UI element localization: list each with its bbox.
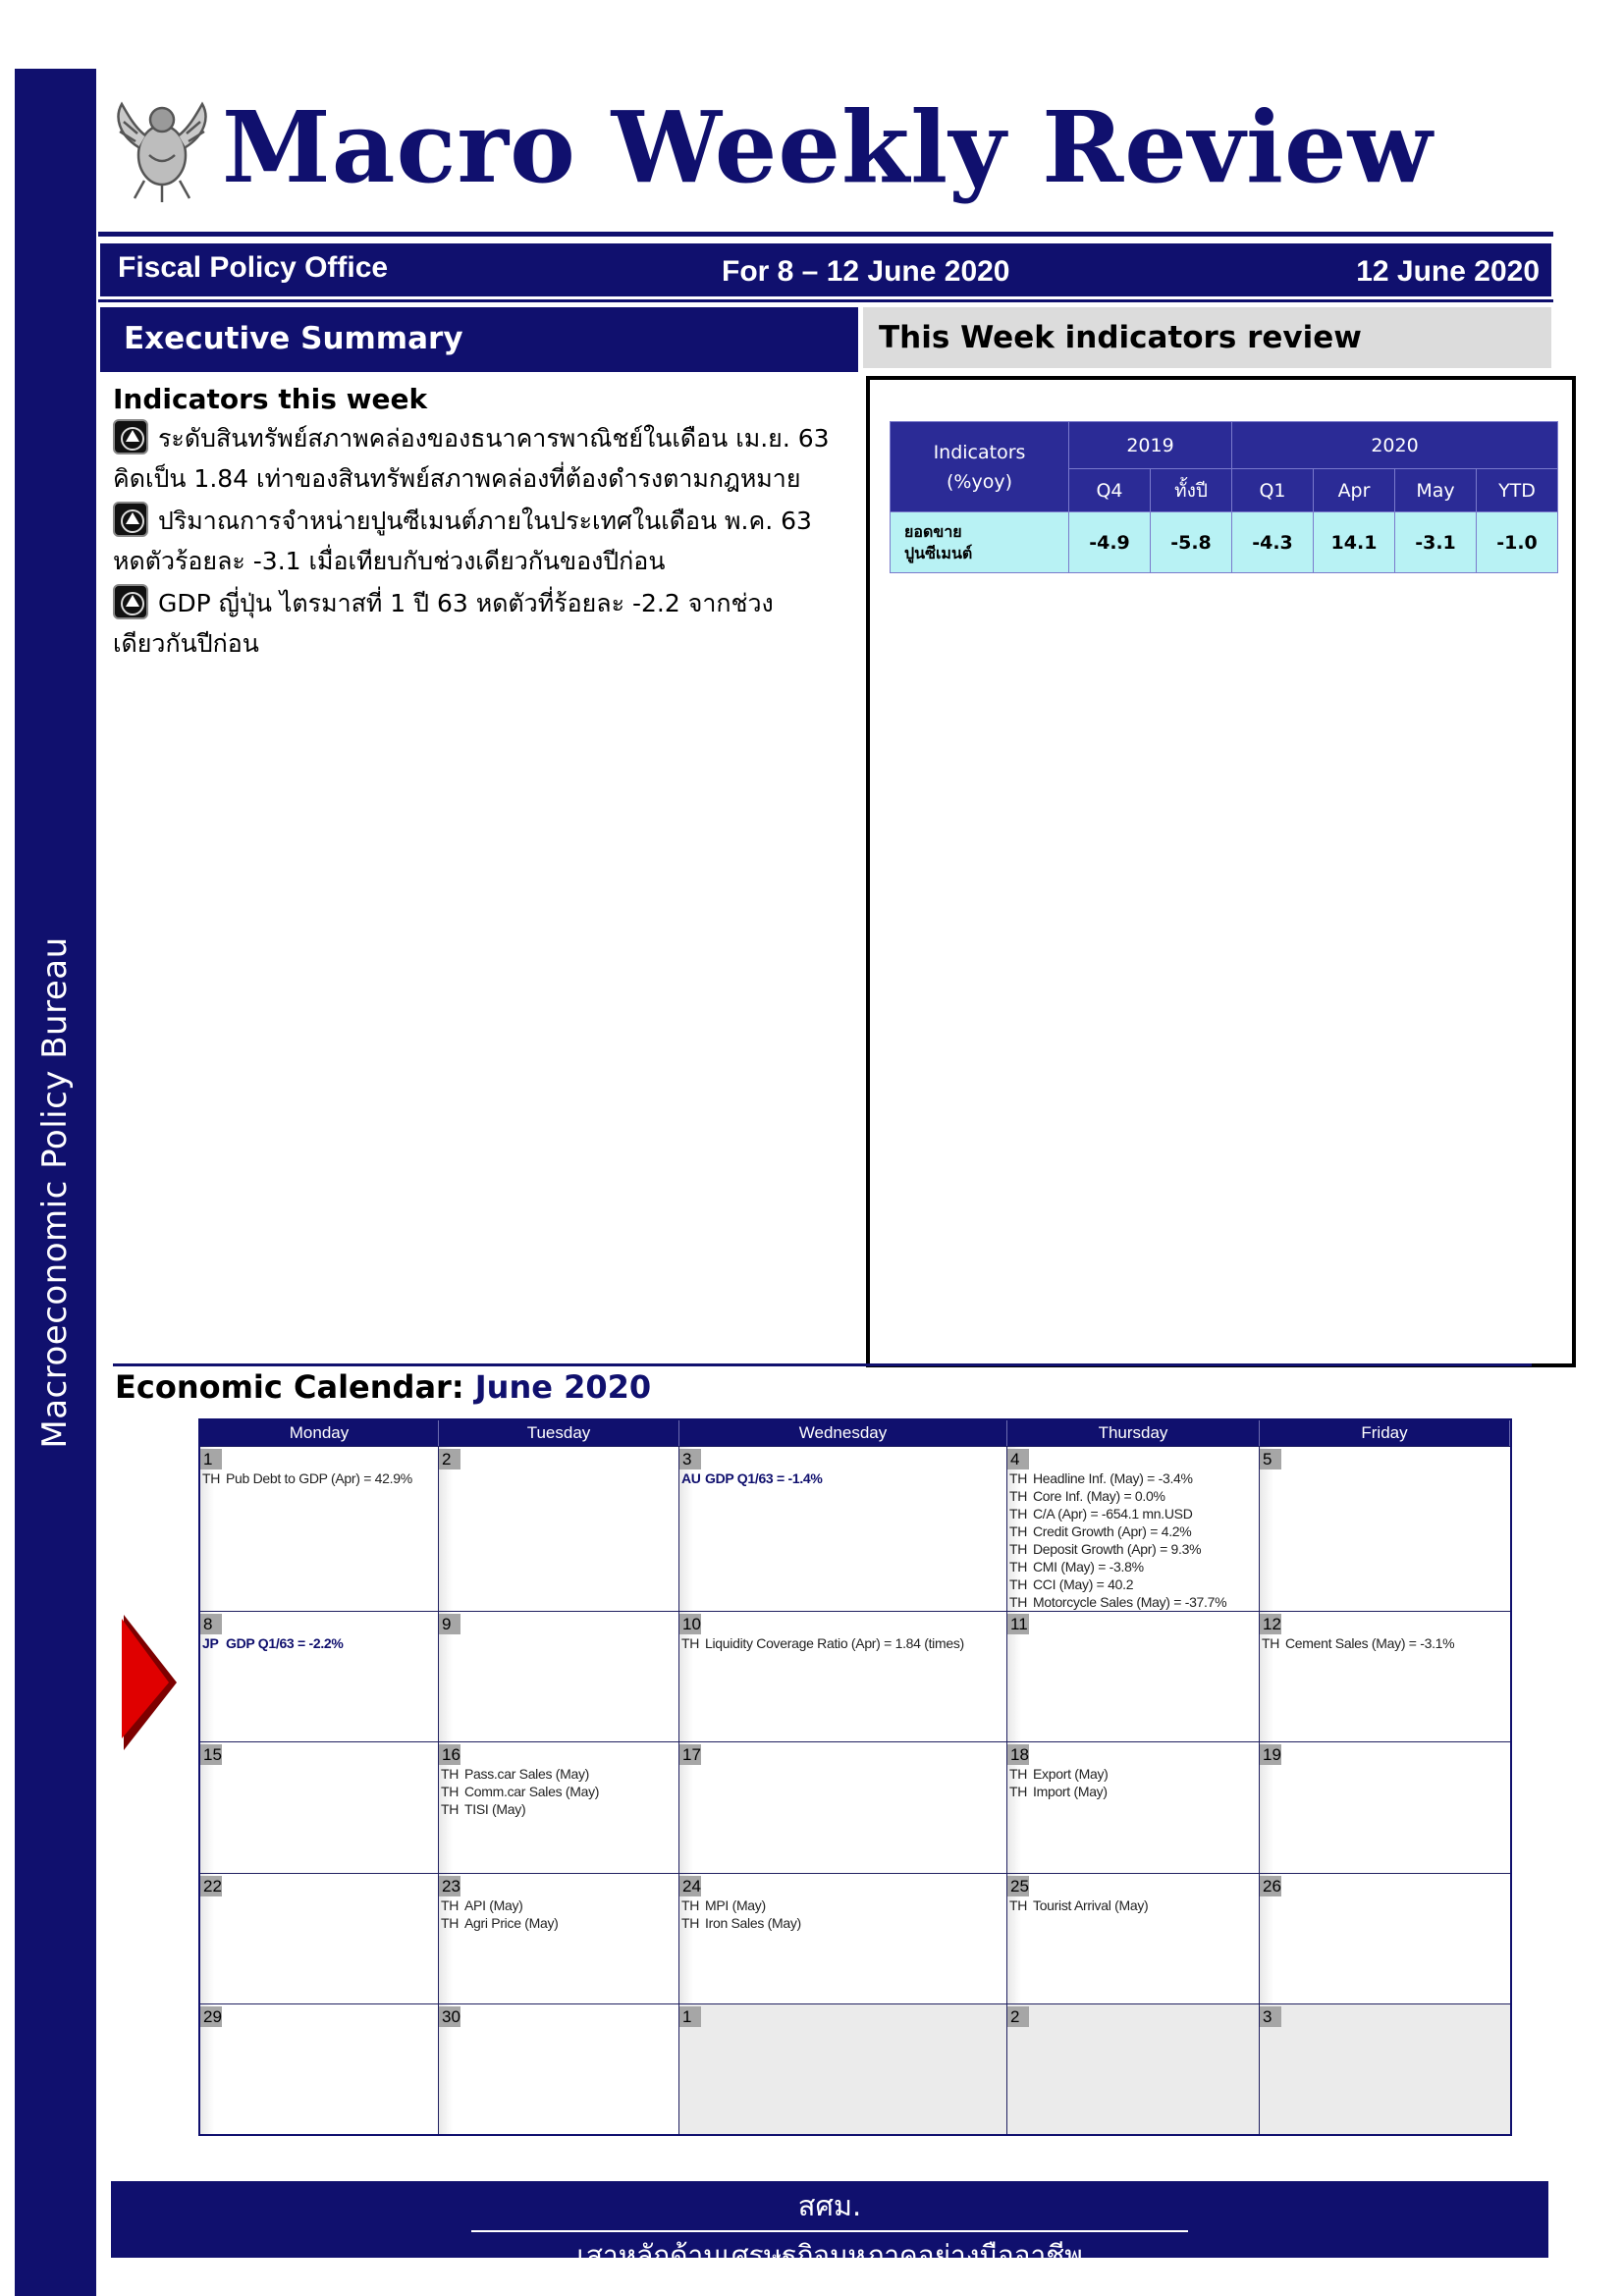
calendar-event: [1007, 1575, 1259, 1593]
calendar-weekday-header: [200, 1420, 1510, 1446]
weekday-label: Thursday: [1007, 1420, 1260, 1446]
event-text: C/A (Apr) = -654.1 mn.USD: [1033, 1506, 1193, 1522]
navigation-arrow-icon: [113, 584, 148, 619]
calendar-event: [439, 1896, 678, 1914]
header-label-line: Indicators: [933, 441, 1026, 463]
footer-motto: เสาหลักด้านเศรษฐกิจมหภาคอย่างมืออาชีพ: [576, 2239, 1083, 2271]
event-country-code: TH: [1009, 1784, 1028, 1799]
header-bottom-rule: [98, 299, 1553, 302]
event-text: Pub Debt to GDP (Apr) = 42.9%: [226, 1470, 412, 1486]
event-text: Deposit Growth (Apr) = 9.3%: [1033, 1541, 1202, 1557]
event-country-code: TH: [441, 1801, 460, 1817]
calendar-event: [1007, 1783, 1259, 1800]
event-country-code: TH: [1009, 1488, 1028, 1504]
table-cell: -4.9: [1069, 512, 1151, 573]
calendar-event: [1007, 1540, 1259, 1558]
calendar-day-number: 3: [679, 1449, 701, 1469]
event-country-code: TH: [1009, 1470, 1028, 1486]
event-text: CCI (May) = 40.2: [1033, 1576, 1134, 1592]
weekday-label: Monday: [200, 1420, 439, 1446]
navigation-arrow-icon: [113, 419, 148, 454]
calendar-day-number: 17: [679, 1744, 701, 1765]
calendar-day-cell: [1260, 1874, 1510, 2003]
calendar-day-cell: [439, 1874, 679, 2003]
calendar-day-cell: [439, 1612, 679, 1741]
table-cell: -5.8: [1151, 512, 1232, 573]
calendar-event: [1260, 1634, 1510, 1652]
indicator-bullet: [113, 501, 844, 581]
calendar-day-number: 22: [200, 1876, 222, 1896]
calendar-day-cell: [200, 1612, 439, 1741]
event-text: GDP Q1/63 = -2.2%: [226, 1635, 344, 1651]
calendar-day-number: 23: [439, 1876, 460, 1896]
indicator-text: ปริมาณการจำหน่ายปูนซีเมนต์ภายในประเทศในเดือน พ.ค. 63 หดตัวร้อยละ -3.1 เมื่อเทียบกับช่วงเดียวกันของปีก่อน: [113, 507, 812, 575]
calendar-day-cell: [200, 1447, 439, 1611]
calendar-day-cell: [679, 1612, 1007, 1741]
weekday-label: Tuesday: [439, 1420, 679, 1446]
calendar-day-cell: [679, 1742, 1007, 1873]
report-title: Macro Weekly Review: [222, 89, 1434, 205]
event-text: TISI (May): [464, 1801, 526, 1817]
column-header: YTD: [1477, 469, 1558, 512]
calendar-day-number: 24: [679, 1876, 701, 1896]
event-country-code: TH: [1009, 1506, 1028, 1522]
calendar-event: [679, 1914, 1006, 1932]
calendar-day-number: 29: [200, 2006, 222, 2027]
event-text: Cement Sales (May) = -3.1%: [1285, 1635, 1455, 1651]
calendar-day-cell: [200, 1742, 439, 1873]
calendar-day-number: 2: [1007, 2006, 1029, 2027]
event-text: GDP Q1/63 = -1.4%: [705, 1470, 823, 1486]
column-header: ทั้งปี: [1151, 469, 1232, 512]
calendar-week-row: [200, 1741, 1510, 1873]
week-review-heading: This Week indicators review: [863, 307, 1551, 368]
title-rule: [98, 232, 1553, 237]
calendar-event: [1007, 1765, 1259, 1783]
calendar-event: [1007, 1505, 1259, 1522]
calendar-week-row: [200, 1611, 1510, 1741]
header-bar: [100, 243, 1551, 296]
calendar-day-cell: [679, 2004, 1007, 2134]
event-text: CMI (May) = -3.8%: [1033, 1559, 1144, 1575]
calendar-day-cell: [1007, 1874, 1260, 2003]
table-cell: -3.1: [1395, 512, 1477, 573]
weekday-label: Wednesday: [679, 1420, 1007, 1446]
calendar-day-cell: [439, 1742, 679, 1873]
year-header: 2020: [1232, 422, 1558, 469]
indicators-title: Indicators this week: [113, 383, 428, 415]
event-country-code: TH: [1009, 1559, 1028, 1575]
event-country-code: TH: [681, 1915, 700, 1931]
event-country-code: TH: [441, 1915, 460, 1931]
event-country-code: TH: [1009, 1766, 1028, 1782]
calendar-rule: [113, 1363, 1532, 1366]
calendar-day-number: 10: [679, 1614, 701, 1634]
table-header-indicators: [891, 422, 1069, 512]
calendar-day-number: 1: [200, 1449, 222, 1469]
event-country-code: TH: [441, 1766, 460, 1782]
calendar-title: [115, 1368, 651, 1406]
calendar-day-cell: [1007, 2004, 1260, 2134]
row-label-line: ปูนซีเมนต์: [904, 543, 973, 562]
calendar-event: [1007, 1469, 1259, 1487]
table-cell: 14.1: [1314, 512, 1395, 573]
calendar-event: [200, 1469, 438, 1487]
calendar-day-cell: [1260, 1612, 1510, 1741]
event-country-code: TH: [441, 1897, 460, 1913]
event-text: Headline Inf. (May) = -3.4%: [1033, 1470, 1193, 1486]
calendar-day-cell: [200, 2004, 439, 2134]
calendar-day-cell: [1260, 2004, 1510, 2134]
calendar-day-cell: [1260, 1447, 1510, 1611]
executive-summary-heading: Executive Summary: [100, 307, 858, 372]
footer-band: [111, 2181, 1548, 2271]
event-country-code: TH: [681, 1635, 700, 1651]
event-country-code: TH: [202, 1470, 221, 1486]
office-label: Fiscal Policy Office: [118, 251, 389, 284]
calendar-day-number: 1: [679, 2006, 701, 2027]
calendar-day-cell: [1007, 1742, 1260, 1873]
calendar-week-row: [200, 1873, 1510, 2003]
calendar-event: [679, 1469, 1006, 1487]
event-country-code: TH: [1262, 1635, 1280, 1651]
footer-divider: [471, 2230, 1188, 2232]
calendar-day-number: 8: [200, 1614, 222, 1634]
calendar-title-prefix: Economic Calendar:: [115, 1368, 464, 1406]
calendar-day-number: 2: [439, 1449, 460, 1469]
table-row: [891, 512, 1558, 573]
event-country-code: TH: [1009, 1897, 1028, 1913]
calendar-day-number: 30: [439, 2006, 460, 2027]
sidebar-label: Macroeconomic Policy Bureau: [35, 936, 75, 1449]
weekday-label: Friday: [1260, 1420, 1510, 1446]
event-text: Core Inf. (May) = 0.0%: [1033, 1488, 1165, 1504]
calendar-day-number: 5: [1260, 1449, 1281, 1469]
calendar-day-number: 11: [1007, 1614, 1029, 1634]
calendar-title-month: June 2020: [474, 1368, 652, 1406]
calendar-event: [1007, 1593, 1259, 1611]
event-text: Tourist Arrival (May): [1033, 1897, 1149, 1913]
column-header: Q4: [1069, 469, 1151, 512]
event-text: Pass.car Sales (May): [464, 1766, 590, 1782]
event-text: Motorcycle Sales (May) = -37.7%: [1033, 1594, 1227, 1610]
row-label: [891, 512, 1069, 573]
calendar-day-number: 12: [1260, 1614, 1281, 1634]
column-header: Apr: [1314, 469, 1395, 512]
calendar-event: [200, 1634, 438, 1652]
calendar-day-cell: [679, 1447, 1007, 1611]
calendar-day-number: 4: [1007, 1449, 1029, 1469]
calendar-day-number: 19: [1260, 1744, 1281, 1765]
calendar-event: [679, 1634, 1006, 1652]
current-week-arrow-icon: [122, 1615, 177, 1750]
calendar-day-cell: [439, 1447, 679, 1611]
calendar-day-number: 3: [1260, 2006, 1281, 2027]
navigation-arrow-icon: [113, 502, 148, 537]
event-text: Credit Growth (Apr) = 4.2%: [1033, 1523, 1192, 1539]
indicators-review-box: [866, 376, 1576, 1367]
event-text: Iron Sales (May): [705, 1915, 801, 1931]
calendar-day-cell: [200, 1874, 439, 2003]
calendar-event: [1007, 1558, 1259, 1575]
event-text: API (May): [464, 1897, 523, 1913]
footer-org-abbrev: สศม.: [797, 2189, 862, 2222]
calendar-day-number: 18: [1007, 1744, 1029, 1765]
calendar-week-row: [200, 1446, 1510, 1611]
calendar-day-cell: [1260, 1742, 1510, 1873]
period-label: For 8 – 12 June 2020: [722, 255, 1010, 288]
table-cell: -1.0: [1477, 512, 1558, 573]
year-header: 2019: [1069, 422, 1232, 469]
table-cell: -4.3: [1232, 512, 1314, 573]
garuda-emblem-icon: [110, 96, 214, 204]
event-country-code: TH: [1009, 1594, 1028, 1610]
calendar-day-number: 15: [200, 1744, 222, 1765]
indicator-text: GDP ญี่ปุ่น ไตรมาสที่ 1 ปี 63 หดตัวที่ร้อยละ -2.2 จากช่วงเดียวกันปีก่อน: [113, 589, 774, 658]
calendar-day-cell: [679, 1874, 1007, 2003]
event-text: Import (May): [1033, 1784, 1108, 1799]
calendar-day-cell: [1007, 1612, 1260, 1741]
calendar-event: [439, 1765, 678, 1783]
event-country-code: TH: [1009, 1541, 1028, 1557]
indicator-bullet: [113, 583, 844, 664]
event-country-code: TH: [1009, 1576, 1028, 1592]
economic-calendar: [198, 1418, 1512, 2136]
calendar-event: [439, 1783, 678, 1800]
calendar-event: [1007, 1487, 1259, 1505]
issue-date: 12 June 2020: [1356, 255, 1540, 288]
indicator-text: ระดับสินทรัพย์สภาพคล่องของธนาคารพาณิชย์ในเดือน เม.ย. 63 คิดเป็น 1.84 เท่าของสินทรัพย์สภาพคล่องที่ต้องดำรงตามกฎหมาย: [113, 424, 830, 493]
column-header: May: [1395, 469, 1477, 512]
calendar-day-number: 26: [1260, 1876, 1281, 1896]
event-country-code: TH: [681, 1897, 700, 1913]
calendar-week-row: [200, 2003, 1510, 2134]
indicator-bullet: [113, 418, 844, 499]
column-header: Q1: [1232, 469, 1314, 512]
calendar-event: [439, 1800, 678, 1818]
calendar-event: [679, 1896, 1006, 1914]
header-label-line: (%yoy): [947, 470, 1012, 493]
event-text: Comm.car Sales (May): [464, 1784, 600, 1799]
calendar-day-number: 16: [439, 1744, 460, 1765]
calendar-day-number: 9: [439, 1614, 460, 1634]
event-country-code: TH: [1009, 1523, 1028, 1539]
indicators-table: [890, 421, 1558, 573]
event-text: Liquidity Coverage Ratio (Apr) = 1.84 (times): [705, 1635, 964, 1651]
calendar-event: [1007, 1522, 1259, 1540]
event-text: MPI (May): [705, 1897, 766, 1913]
event-text: Agri Price (May): [464, 1915, 559, 1931]
calendar-event: [439, 1914, 678, 1932]
event-text: Export (May): [1033, 1766, 1109, 1782]
event-country-code: JP: [202, 1635, 219, 1651]
calendar-day-cell: [1007, 1447, 1260, 1611]
row-label-line: ยอดขาย: [904, 521, 962, 541]
event-country-code: TH: [441, 1784, 460, 1799]
calendar-event: [1007, 1896, 1259, 1914]
calendar-day-number: 25: [1007, 1876, 1029, 1896]
calendar-day-cell: [439, 2004, 679, 2134]
event-country-code: AU: [681, 1470, 701, 1486]
